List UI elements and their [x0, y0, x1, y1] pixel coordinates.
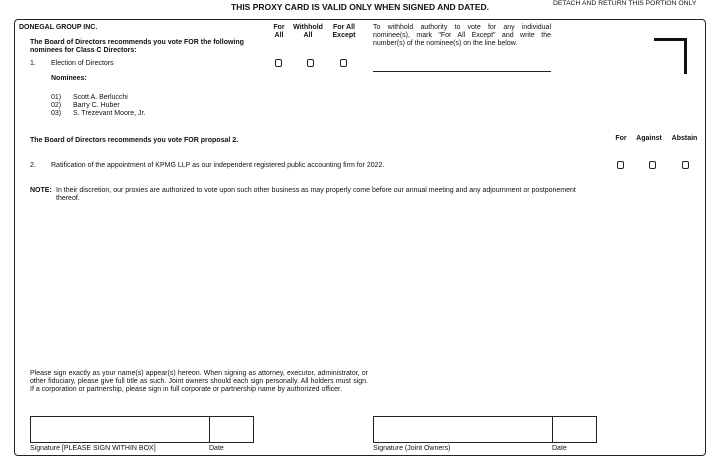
card-validity-title: THIS PROXY CARD IS VALID ONLY WHEN SIGNED AND DATED. [230, 2, 490, 12]
withhold-all-checkbox[interactable] [307, 59, 314, 67]
nominees-heading: Nominees: [51, 75, 87, 82]
column-header-for: For [615, 135, 627, 142]
nominee-name: S. Trezevant Moore, Jr. [73, 110, 146, 117]
except-nominee-write-in-line[interactable] [373, 71, 551, 72]
nominee-name: Barry C. Huber [73, 102, 120, 109]
nominee-number: 01) [51, 94, 62, 101]
column-header-for-all-except: For All Except [332, 24, 356, 39]
for-all-checkbox[interactable] [275, 59, 282, 67]
signature-date-box[interactable] [209, 416, 254, 443]
proposal-2-recommendation: The Board of Directors recommends you vote FOR proposal 2. [30, 137, 239, 144]
signing-instructions: Please sign exactly as your name(s) appear(s) hereon. When signing as attorney, executor, administrator, or other fiduciary, please give full title as such. Joint owners should each sign personally. All holders must sign. If a corporation or partnership, please sign in full corporate or partnership name by authorized officer. [30, 370, 368, 393]
item-2-number: 2. [30, 162, 36, 169]
item-2-text: Ratification of the appointment of KPMG LLP as our independent registered public accounting firm for 2022. [51, 162, 385, 169]
proposal-2-against-checkbox[interactable] [649, 161, 656, 169]
joint-owner-signature-box[interactable] [373, 416, 553, 443]
item-1-label: Election of Directors [51, 60, 114, 67]
proposal-2-abstain-checkbox[interactable] [682, 161, 689, 169]
detach-instruction: DETACH AND RETURN THIS PORTION ONLY [553, 0, 697, 7]
column-header-against: Against [636, 135, 662, 142]
joint-owner-signature-label: Signature (Joint Owners) [373, 445, 451, 452]
nominee-number: 03) [51, 110, 62, 117]
withhold-instructions: To withhold authority to vote for any individual nominee(s), mark "For All Except" and write the number(s) of the nominee(s) on the line below. [373, 24, 551, 47]
scan-corner-mark [654, 38, 687, 74]
proposal-2-for-checkbox[interactable] [617, 161, 624, 169]
signature-label: Signature [PLEASE SIGN WITHIN BOX] [30, 445, 156, 452]
column-header-withhold-all: Withhold All [293, 24, 323, 39]
note-text: In their discretion, our proxies are authorized to vote upon such other business as may properly come before our annual meeting and any adjournment or postponement thereof. [56, 187, 576, 202]
joint-owner-date-label: Date [552, 445, 567, 452]
item-1-number: 1. [30, 60, 36, 67]
nominee-number: 02) [51, 102, 62, 109]
for-all-except-checkbox[interactable] [340, 59, 347, 67]
note-label: NOTE: [30, 187, 52, 194]
company-name: DONEGAL GROUP INC. [19, 24, 98, 31]
date-label: Date [209, 445, 224, 452]
signature-box[interactable] [30, 416, 210, 443]
directors-recommendation: The Board of Directors recommends you vote FOR the following nominees for Class C Directors: [30, 39, 244, 54]
column-header-for-all: For All [273, 24, 285, 39]
nominee-name: Scott A. Berlucchi [73, 94, 128, 101]
joint-owner-date-box[interactable] [552, 416, 597, 443]
column-header-abstain: Abstain [671, 135, 698, 142]
